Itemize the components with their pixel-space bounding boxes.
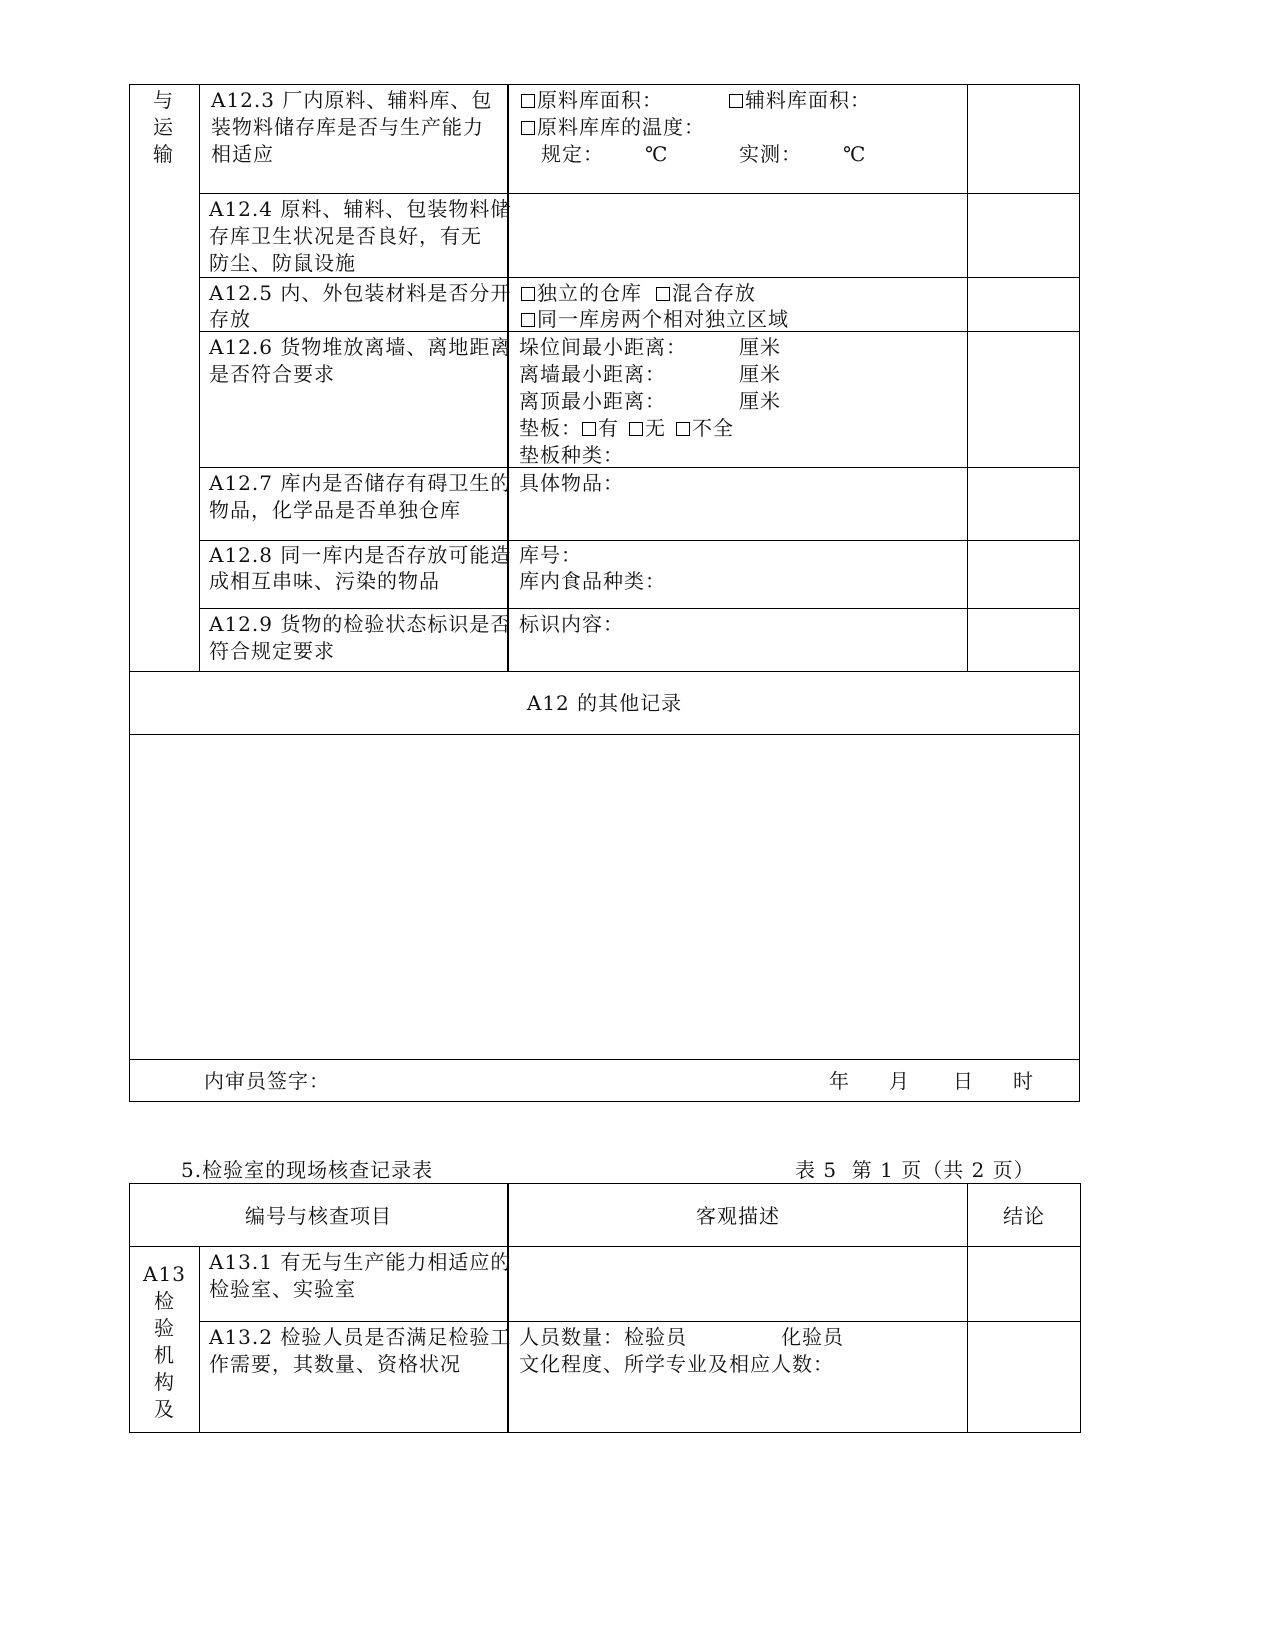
- item-text: 符合规定要求: [209, 639, 335, 663]
- checkbox-icon[interactable]: [521, 94, 535, 108]
- item-text: 作需要，其数量、资格状况: [209, 1352, 461, 1376]
- item-text: A12.3 厂内原料、辅料库、包: [211, 88, 493, 112]
- item-text: A12.4 原料、辅料、包装物料储: [209, 197, 512, 221]
- desc-text: 实测：: [739, 142, 802, 166]
- section-label-char: 机: [154, 1343, 175, 1367]
- checkbox-icon[interactable]: [629, 422, 643, 436]
- desc-text: 离顶最小距离：: [519, 389, 666, 413]
- checkbox-aux-area[interactable]: [729, 86, 871, 114]
- desc-text: 垫板：: [519, 416, 582, 440]
- section-label-code: A13: [143, 1262, 186, 1286]
- desc-text: 规定：: [541, 142, 604, 166]
- desc-text: 同一库房两个相对独立区域: [537, 307, 789, 331]
- checkbox-icon[interactable]: [656, 287, 670, 301]
- checkbox-icon[interactable]: [521, 313, 535, 327]
- date-hour: 时: [1013, 1069, 1034, 1093]
- section-label-1: 与: [153, 88, 174, 112]
- checkbox-icon[interactable]: [521, 287, 535, 301]
- item-text: 存放: [209, 307, 251, 331]
- header-conclusion: 结论: [1003, 1204, 1045, 1228]
- desc-text: 文化程度、所学专业及相应人数：: [519, 1352, 834, 1376]
- item-text: 检验室、实验室: [209, 1277, 356, 1301]
- section-label-char: 验: [154, 1316, 175, 1340]
- checkbox-icon[interactable]: [521, 121, 535, 135]
- item-text: 防尘、防鼠设施: [209, 251, 356, 275]
- item-text: 存库卫生状况是否良好，有无: [209, 224, 482, 248]
- checkbox-raw-area[interactable]: [521, 86, 663, 114]
- section-label-2: 运: [153, 115, 174, 139]
- item-text: 装物料储存库是否与生产能力: [211, 115, 484, 139]
- desc-text: 离墙最小距离：: [519, 362, 666, 386]
- item-text: 成相互串味、污染的物品: [209, 569, 440, 593]
- checkbox-icon[interactable]: [729, 94, 743, 108]
- header-item: 编号与核查项目: [245, 1204, 392, 1228]
- item-text: 相适应: [211, 142, 274, 166]
- unit-text: ℃: [645, 142, 669, 166]
- desc-text: 混合存放: [672, 281, 756, 305]
- desc-text: 标识内容：: [519, 612, 624, 636]
- unit-text: 厘米: [739, 362, 781, 386]
- section-label-char: 构: [154, 1370, 175, 1394]
- checkbox-mixed-storage[interactable]: [656, 279, 756, 307]
- other-records-area[interactable]: [130, 735, 1079, 1059]
- desc-text: 无: [645, 416, 666, 440]
- item-text: 物品，化学品是否单独仓库: [209, 498, 461, 522]
- pallet-options: [519, 414, 734, 442]
- desc-text: 不全: [692, 416, 734, 440]
- date-month: 月: [889, 1069, 910, 1093]
- checkbox-icon[interactable]: [676, 422, 690, 436]
- signature-label: 内审员签字：: [204, 1069, 330, 1093]
- desc-text: 化验员: [781, 1325, 844, 1349]
- unit-text: ℃: [843, 142, 867, 166]
- item-text: A13.2 检验人员是否满足检验工: [209, 1325, 512, 1349]
- desc-text: 具体物品：: [519, 471, 624, 495]
- other-records-title: A12 的其他记录: [526, 691, 683, 715]
- checkbox-separate-warehouse[interactable]: [521, 279, 642, 307]
- desc-text: 人员数量：检验员: [519, 1325, 687, 1349]
- desc-text: 原料库面积：: [537, 88, 663, 112]
- item-text: A12.6 货物堆放离墙、离地距离: [209, 335, 512, 359]
- unit-text: 厘米: [739, 335, 781, 359]
- desc-text: 库内食品种类：: [519, 569, 666, 593]
- item-text: A12.8 同一库内是否存放可能造: [209, 543, 512, 567]
- desc-text: 辅料库面积：: [745, 88, 871, 112]
- desc-text: 垛位间最小距离：: [519, 335, 687, 359]
- checkbox-icon[interactable]: [582, 422, 596, 436]
- item-text: A13.1 有无与生产能力相适应的: [209, 1250, 512, 1274]
- section-label-char: 检: [154, 1289, 175, 1313]
- unit-text: 厘米: [739, 389, 781, 413]
- section-label-char: 及: [154, 1397, 175, 1421]
- desc-text: 垫板种类：: [519, 443, 624, 467]
- checkbox-same-room-zones[interactable]: [521, 305, 789, 333]
- header-desc: 客观描述: [696, 1204, 780, 1228]
- item-text: A12.7 库内是否储存有碍卫生的: [209, 471, 512, 495]
- desc-text: 库号：: [519, 543, 582, 567]
- date-day: 日: [953, 1069, 974, 1093]
- item-text: A12.9 货物的检验状态标识是否: [209, 612, 512, 636]
- item-text: A12.5 内、外包装材料是否分开: [209, 281, 512, 305]
- date-year: 年: [829, 1069, 850, 1093]
- item-text: 是否符合要求: [209, 362, 335, 386]
- desc-text: 独立的仓库: [537, 281, 642, 305]
- page-info: 表 5 第 1 页（共 2 页）: [795, 1158, 1035, 1182]
- desc-text: 有: [598, 416, 619, 440]
- table-title: 5.检验室的现场核查记录表: [181, 1158, 434, 1182]
- section-label-3: 输: [153, 142, 174, 166]
- checkbox-raw-temp[interactable]: [521, 113, 705, 141]
- desc-text: 原料库库的温度：: [537, 115, 705, 139]
